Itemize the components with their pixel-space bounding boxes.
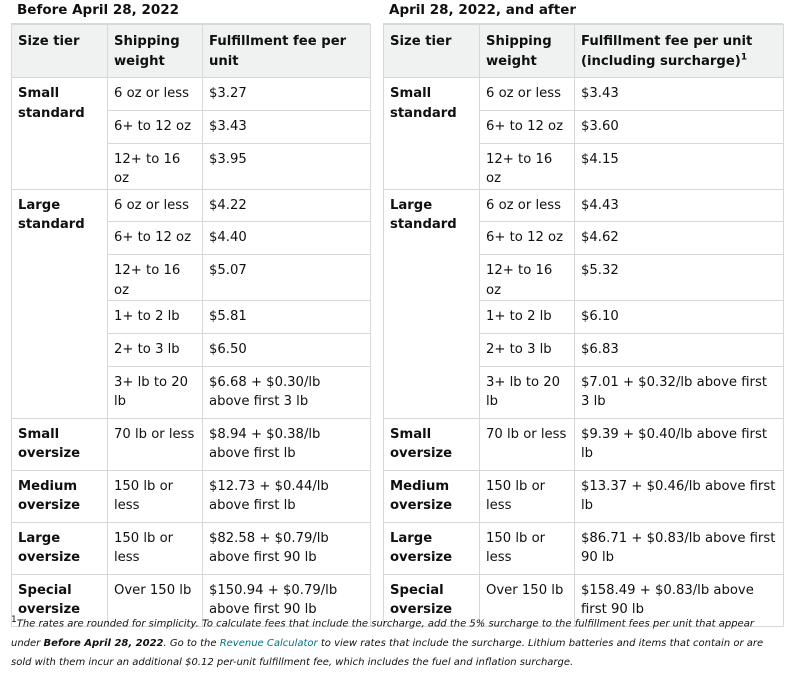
- fee-cell: $6.50: [203, 333, 371, 366]
- header-fee: [575, 25, 784, 78]
- footnote-text-1: The rates are rounded for simplicity. To calculate fees that include the surcharge, add the 5% surcharge to the fulfillment fees per unit that appear under: [11, 618, 754, 649]
- size-tier-cell: Large oversize: [384, 522, 480, 574]
- shipping-weight-cell: 150 lb or less: [480, 470, 575, 522]
- size-tier-cell: Large standard: [384, 189, 480, 418]
- table-row: [12, 418, 371, 470]
- after-table-body: [384, 78, 784, 627]
- shipping-weight-cell: 6 oz or less: [480, 78, 575, 111]
- shipping-weight-cell: 1+ to 2 lb: [108, 301, 203, 334]
- fee-cell: $5.32: [575, 255, 784, 301]
- shipping-weight-cell: 6 oz or less: [108, 189, 203, 222]
- shipping-weight-cell: 12+ to 16 oz: [108, 255, 203, 301]
- footnote-mark: 1: [11, 615, 17, 625]
- footnote-ref[interactable]: 1: [740, 52, 748, 63]
- table-row: [12, 470, 371, 522]
- before-caption: Before April 28, 2022: [11, 0, 370, 24]
- size-tier-cell: Medium oversize: [12, 470, 108, 522]
- fee-cell: $3.95: [203, 143, 371, 189]
- fee-cell: $3.60: [575, 110, 784, 143]
- fee-cell: $82.58 + $0.79/lb above first 90 lb: [203, 522, 371, 574]
- fee-cell: $3.43: [575, 78, 784, 111]
- shipping-weight-cell: 6 oz or less: [108, 78, 203, 111]
- shipping-weight-cell: 150 lb or less: [108, 470, 203, 522]
- fee-cell: $3.43: [203, 110, 371, 143]
- table-row: [384, 470, 784, 522]
- table-row: [12, 522, 371, 574]
- footnote: [11, 611, 786, 673]
- fee-cell: $3.27: [203, 78, 371, 111]
- header-size-tier: Size tier: [12, 25, 108, 78]
- fee-cell: $4.15: [575, 143, 784, 189]
- shipping-weight-cell: Over 150 lb: [108, 574, 203, 626]
- after-caption: April 28, 2022, and after: [383, 0, 783, 24]
- fee-cell: $6.10: [575, 301, 784, 334]
- footnote-bold: Before April 28, 2022: [43, 637, 164, 649]
- table-row: [384, 418, 784, 470]
- footnote-text-3: to view rates that include the surcharge. Lithium batteries and items that contain or are sold with them incur an additional $0.12 per-unit fulfillment fee, which includes the fuel and inflation surcharge.: [11, 637, 764, 669]
- shipping-weight-cell: 12+ to 16 oz: [108, 143, 203, 189]
- size-tier-cell: Large oversize: [12, 522, 108, 574]
- fee-cell: $9.39 + $0.40/lb above first lb: [575, 418, 784, 470]
- shipping-weight-cell: 2+ to 3 lb: [108, 333, 203, 366]
- fee-cell: $12.73 + $0.44/lb above first lb: [203, 470, 371, 522]
- shipping-weight-cell: 6+ to 12 oz: [480, 110, 575, 143]
- size-tier-cell: Small oversize: [384, 418, 480, 470]
- before-fee-table: [11, 24, 371, 627]
- after-panel: [383, 0, 783, 627]
- fee-cell: $150.94 + $0.79/lb above first 90 lb: [203, 574, 371, 626]
- fee-cell: $4.22: [203, 189, 371, 222]
- shipping-weight-cell: 3+ lb to 20 lb: [480, 366, 575, 418]
- table-row: [12, 189, 371, 222]
- table-row: [384, 189, 784, 222]
- fee-cell: $6.68 + $0.30/lb above first 3 lb: [203, 366, 371, 418]
- shipping-weight-cell: 6+ to 12 oz: [108, 110, 203, 143]
- header-row: [384, 25, 784, 78]
- shipping-weight-cell: 3+ lb to 20 lb: [108, 366, 203, 418]
- size-tier-cell: Small standard: [384, 78, 480, 190]
- fee-cell: $86.71 + $0.83/lb above first 90 lb: [575, 522, 784, 574]
- shipping-weight-cell: Over 150 lb: [480, 574, 575, 626]
- fee-cell: $5.07: [203, 255, 371, 301]
- size-tier-cell: Small standard: [12, 78, 108, 190]
- shipping-weight-cell: 70 lb or less: [480, 418, 575, 470]
- fee-cell: $6.83: [575, 333, 784, 366]
- fee-cell: $5.81: [203, 301, 371, 334]
- fee-cell: $4.62: [575, 222, 784, 255]
- size-tier-cell: Small oversize: [12, 418, 108, 470]
- size-tier-cell: Special oversize: [384, 574, 480, 626]
- fee-cell: $4.40: [203, 222, 371, 255]
- size-tier-cell: Large standard: [12, 189, 108, 418]
- shipping-weight-cell: 12+ to 16 oz: [480, 255, 575, 301]
- header-size-tier: Size tier: [384, 25, 480, 78]
- shipping-weight-cell: 150 lb or less: [480, 522, 575, 574]
- shipping-weight-cell: 12+ to 16 oz: [480, 143, 575, 189]
- fee-cell: $158.49 + $0.83/lb above first 90 lb: [575, 574, 784, 626]
- shipping-weight-cell: 150 lb or less: [108, 522, 203, 574]
- header-shipping-weight: Shipping weight: [480, 25, 575, 78]
- shipping-weight-cell: 6 oz or less: [480, 189, 575, 222]
- table-row: [12, 78, 371, 111]
- table-row: [384, 78, 784, 111]
- shipping-weight-cell: 6+ to 12 oz: [480, 222, 575, 255]
- shipping-weight-cell: 6+ to 12 oz: [108, 222, 203, 255]
- footnote-text-2: . Go to the: [163, 637, 220, 649]
- size-tier-cell: Medium oversize: [384, 470, 480, 522]
- shipping-weight-cell: 1+ to 2 lb: [480, 301, 575, 334]
- before-table-body: [12, 78, 371, 627]
- fee-cell: $7.01 + $0.32/lb above first 3 lb: [575, 366, 784, 418]
- shipping-weight-cell: 70 lb or less: [108, 418, 203, 470]
- fee-cell: $8.94 + $0.38/lb above first lb: [203, 418, 371, 470]
- before-panel: [11, 0, 370, 627]
- header-row: [12, 25, 371, 78]
- fee-cell: $13.37 + $0.46/lb above first lb: [575, 470, 784, 522]
- after-fee-table: [383, 24, 784, 627]
- shipping-weight-cell: 2+ to 3 lb: [480, 333, 575, 366]
- size-tier-cell: Special oversize: [12, 574, 108, 626]
- header-fee-label: Fulfillment fee per unit (including surcharge): [581, 34, 753, 69]
- header-fee: Fulfillment fee per unit: [203, 25, 371, 78]
- fee-cell: $4.43: [575, 189, 784, 222]
- header-shipping-weight: Shipping weight: [108, 25, 203, 78]
- revenue-calculator-link[interactable]: Revenue Calculator: [219, 637, 318, 649]
- table-row: [384, 522, 784, 574]
